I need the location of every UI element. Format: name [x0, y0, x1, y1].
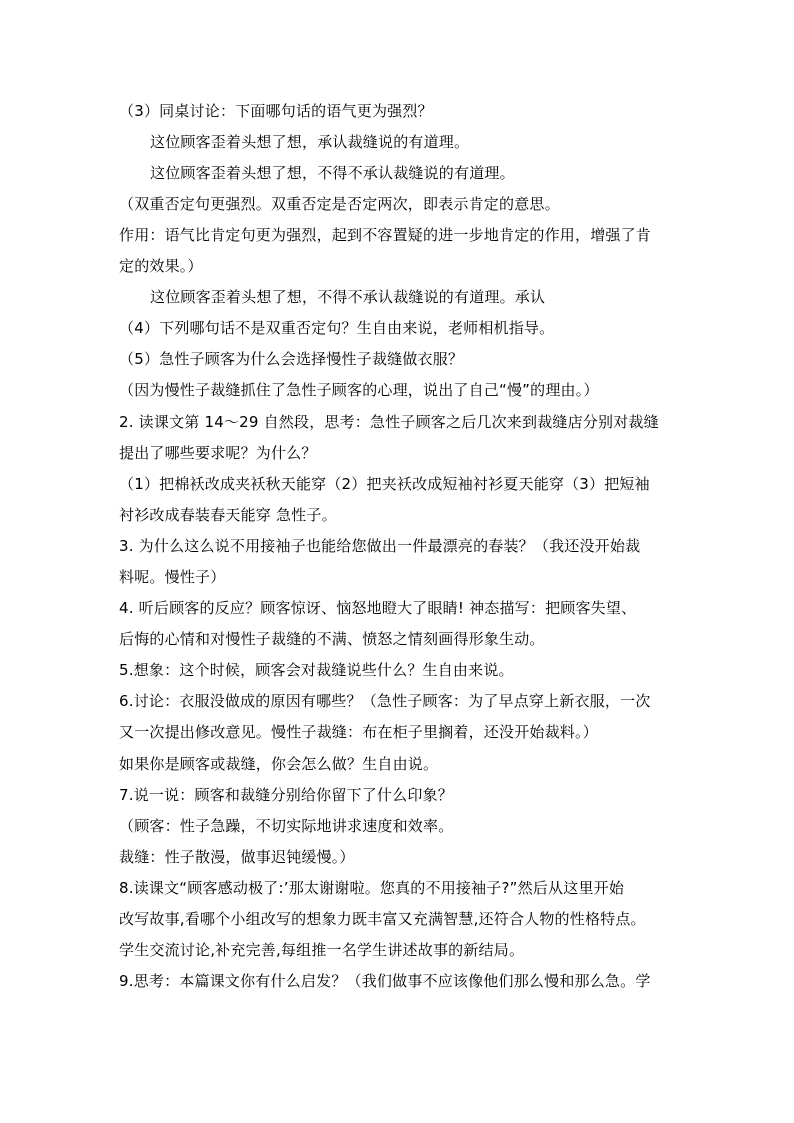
section-2-answer-1: （1）把棉袄改成夹袄秋天能穿（2）把夹袄改成短袖衬衫夏天能穿（3）把短袖	[119, 475, 650, 493]
answer-5: （因为慢性子裁缝抓住了急性子顾客的心理，说出了自己“慢”的理由。）	[119, 381, 599, 399]
example-sentence-2: 这位顾客歪着头想了想，不得不承认裁缝说的有道理。	[150, 164, 515, 182]
question-5: （5）急性子顾客为什么会选择慢性子裁缝做衣服？	[119, 350, 464, 368]
section-8-line-2: 改写故事,看哪个小组改写的想象力既丰富又充满智慧,还符合人物的性格特点。	[119, 910, 646, 928]
section-4-line-1: 4. 听后顾客的反应？顾客惊讶、恼怒地瞪大了眼睛! 神态描写：把顾客失望、	[119, 599, 637, 617]
section-8-line-3: 学生交流讨论,补充完善,每组推一名学生讲述故事的新结局。	[119, 941, 525, 959]
example-sentence-3: 这位顾客歪着头想了想，不得不承认裁缝说的有道理。承认	[150, 288, 546, 306]
answer-line-2: 作用：语气比肯定句更为强烈，起到不容置疑的进一步地肯定的作用，增强了肯	[119, 226, 652, 244]
section-2-answer-2: 衬衫改成春装春天能穿 急性子。	[119, 506, 337, 524]
section-6-line-2: 又一次提出修改意见。慢性子裁缝：布在柜子里搁着，还没开始裁料。）	[119, 723, 598, 741]
section-7-line-2: （顾客：性子急躁，不切实际地讲求速度和效率。	[119, 817, 454, 835]
section-6-line-1: 6.讨论：衣服没做成的原因有哪些？（急性子顾客：为了早点穿上新衣服，一次	[119, 692, 651, 710]
section-5: 5.想象：这个时候，顾客会对裁缝说些什么？生自由来说。	[119, 661, 514, 679]
section-4-line-2: 后悔的心情和对慢性子裁缝的不满、愤怒之情刻画得形象生动。	[119, 630, 545, 648]
section-7-line-3: 裁缝：性子散漫，做事迟钝缓慢。）	[119, 848, 355, 866]
section-8-line-1: 8.读课文“顾客感动极了:’那太谢谢啦。您真的不用接袖子?”然后从这里开始	[119, 879, 625, 897]
section-9-line-1: 9.思考：本篇课文你有什么启发？（我们做事不应该像他们那么慢和那么急。学	[119, 972, 651, 990]
question-3-heading: （3）同桌讨论：下面哪句话的语气更为强烈？	[119, 102, 433, 120]
section-2-line-2: 提出了哪些要求呢？为什么？	[119, 444, 317, 462]
section-6-line-3: 如果你是顾客或裁缝，你会怎么做？生自由说。	[119, 755, 439, 773]
section-7-line-1: 7.说一说：顾客和裁缝分别给你留下了什么印象？	[119, 786, 453, 804]
section-3-line-2: 料呢。慢性子）	[119, 568, 226, 586]
section-3-line-1: 3. 为什么这么说不用接袖子也能给您做出一件最漂亮的春装？（我还没开始裁	[119, 537, 641, 555]
example-sentence-1: 这位顾客歪着头想了想，承认裁缝说的有道理。	[150, 133, 470, 151]
section-2-line-1: 2. 读课文第 14～29 自然段，思考：急性子顾客之后几次来到裁缝店分别对裁缝	[119, 413, 659, 431]
answer-line-3: 定的效果。）	[119, 257, 203, 275]
question-4: （4）下列哪句话不是双重否定句？生自由来说，老师相机指导。	[119, 319, 555, 337]
answer-line-1: （双重否定句更强烈。双重否定是否定两次，即表示肯定的意思。	[119, 195, 560, 213]
